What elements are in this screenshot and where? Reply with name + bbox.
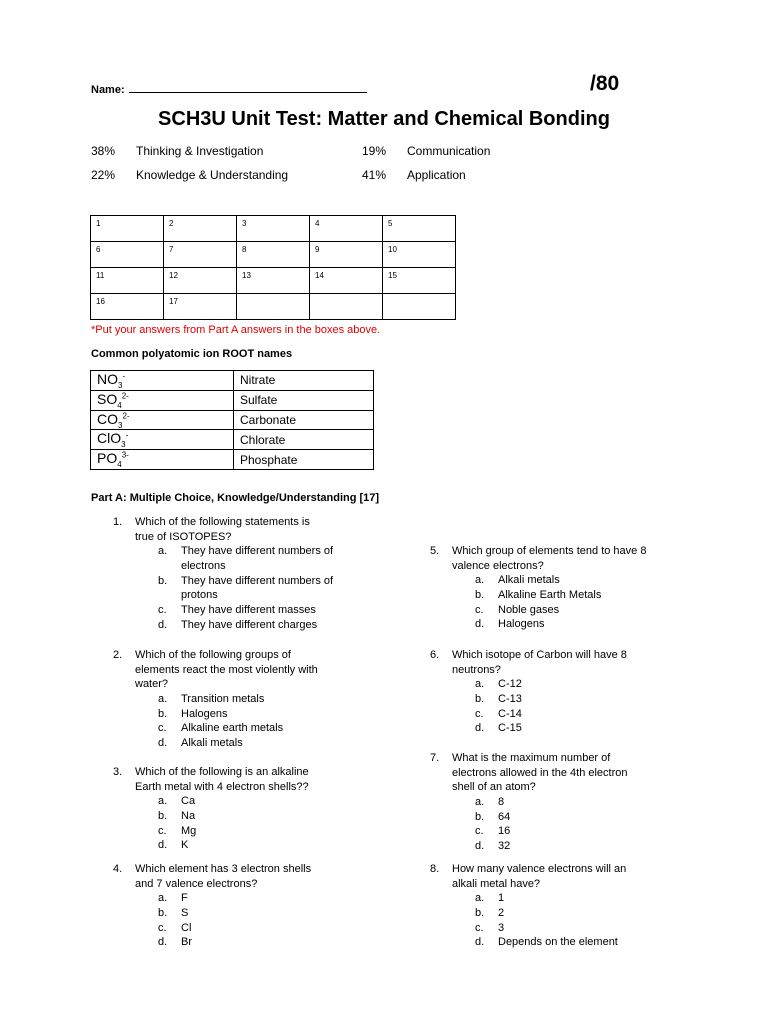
ion-row: [91, 371, 374, 391]
answer-box[interactable]: 13: [237, 268, 310, 294]
option-letter: c.: [158, 722, 167, 735]
option-text: They have different numbers of: [181, 574, 334, 587]
question-stem-line: alkali metal have?: [452, 877, 541, 890]
question-stem: [135, 515, 310, 544]
question-stem-line: How many valence electrons will an: [452, 863, 627, 875]
option-text: 1: [498, 892, 505, 905]
option-letter: b.: [158, 707, 168, 720]
question-stem-line: and 7 valence electrons?: [135, 877, 258, 890]
answer-box[interactable]: 8: [237, 242, 310, 268]
option-text: 32: [498, 840, 511, 853]
weight-category: Knowledge & Understanding: [136, 168, 289, 182]
option-text: They have different charges: [181, 618, 318, 631]
question-stem-line: Earth metal with 4 electron shells??: [135, 780, 309, 793]
ion-formula: $NO_3^-$: [91, 371, 234, 391]
option-text: Noble gases: [498, 603, 560, 616]
option-letter: a.: [158, 693, 168, 706]
answer-box[interactable]: [237, 294, 310, 320]
question-stem-line: Which group of elements tend to have 8: [452, 545, 647, 557]
question-stem: [135, 765, 309, 794]
answer-box[interactable]: 4: [310, 216, 383, 242]
option-text: Na: [181, 810, 196, 823]
option-text: 64: [498, 810, 511, 823]
ion-name: Nitrate: [234, 371, 374, 391]
question-stem-line: Which of the following is an alkaline: [135, 766, 309, 778]
option-text: Alkali metals: [181, 737, 243, 750]
answer-box[interactable]: 9: [310, 242, 383, 268]
option-text: Halogens: [181, 707, 228, 720]
option-letter: c.: [475, 603, 484, 616]
answer-box[interactable]: [310, 294, 383, 320]
question-number: 1.: [113, 516, 123, 528]
option-letter: b.: [475, 907, 485, 920]
question-stem-line: shell of an atom?: [452, 781, 536, 794]
option-letter: c.: [158, 604, 167, 617]
option-text: Alkaline Earth Metals: [498, 589, 602, 602]
option-letter: d.: [475, 722, 485, 735]
option-text: protons: [181, 589, 218, 602]
answer-box[interactable]: 16: [91, 294, 164, 320]
weight-percent: 41%: [362, 168, 387, 182]
option-letter: b.: [158, 574, 168, 587]
question-stem: [452, 862, 626, 891]
answer-box[interactable]: 3: [237, 216, 310, 242]
question-stem-line: elements react the most violently with: [135, 663, 318, 676]
option-letter: a.: [158, 795, 168, 808]
ion-row: [91, 390, 374, 410]
option-letter: a.: [475, 796, 485, 809]
option-text: K: [181, 839, 189, 852]
option-text: 8: [498, 796, 505, 809]
answer-box[interactable]: 10: [383, 242, 456, 268]
ion-row: [91, 410, 374, 430]
option-text: Halogens: [498, 618, 545, 631]
option-letter: a.: [158, 545, 168, 558]
option-letter: a.: [158, 892, 168, 905]
option-letter: c.: [158, 921, 167, 934]
question-number: 2.: [113, 649, 123, 661]
answer-box[interactable]: [383, 294, 456, 320]
answer-box[interactable]: 1: [91, 216, 164, 242]
option-letter: d.: [158, 737, 168, 750]
question-stem: [135, 862, 311, 891]
ion-name: Chlorate: [234, 430, 374, 450]
option-text: They have different masses: [181, 604, 316, 617]
answer-note: *Put your answers from Part A answers in the boxes above.: [91, 324, 381, 336]
answer-box[interactable]: 7: [164, 242, 237, 268]
option-text: S: [181, 907, 189, 920]
option-text: Alkali metals: [498, 574, 560, 587]
option-text: 3: [498, 921, 505, 934]
question-number: 7.: [430, 752, 440, 764]
answer-box[interactable]: 12: [164, 268, 237, 294]
question-stem-line: Which element has 3 electron shells: [135, 863, 312, 875]
question-stem: [135, 648, 318, 692]
name-field: [91, 82, 367, 96]
option-text: Ca: [181, 795, 196, 808]
ion-table-heading: Common polyatomic ion ROOT names: [91, 348, 293, 360]
question-stem-line: Which of the following groups of: [135, 649, 291, 661]
option-text: C-13: [498, 693, 522, 706]
weight-percent: 19%: [362, 144, 387, 158]
ion-name: Carbonate: [234, 410, 374, 430]
question-stem-line: What is the maximum number of: [452, 752, 611, 764]
weight-category: Communication: [407, 144, 491, 158]
option-letter: b.: [158, 810, 168, 823]
option-text: F: [181, 892, 188, 905]
part-a-heading: Part A: Multiple Choice, Knowledge/Understanding [17]: [91, 492, 380, 504]
answer-box[interactable]: 14: [310, 268, 383, 294]
option-letter: c.: [158, 824, 167, 837]
option-letter: d.: [158, 936, 168, 949]
option-text: C-12: [498, 678, 522, 691]
answer-box[interactable]: 15: [383, 268, 456, 294]
question-number: 6.: [430, 649, 440, 661]
answer-grid: [90, 215, 456, 320]
option-text: Cl: [181, 921, 192, 934]
ion-formula: $PO_4^{3-}$: [91, 450, 234, 470]
name-blank-line[interactable]: [129, 82, 367, 93]
ion-formula: ClO$_3$-: [91, 430, 234, 450]
answer-box[interactable]: 17: [164, 294, 237, 320]
ion-row: [91, 430, 374, 450]
answer-box[interactable]: 6: [91, 242, 164, 268]
option-text: electrons: [181, 560, 226, 573]
option-letter: b.: [475, 810, 485, 823]
question-stem-line: Which isotope of Carbon will have 8: [452, 649, 627, 661]
option-text: C-14: [498, 707, 522, 720]
option-text: 16: [498, 825, 511, 838]
option-letter: b.: [475, 589, 485, 602]
option-letter: a.: [475, 574, 485, 587]
option-letter: d.: [158, 618, 168, 631]
option-letter: d.: [475, 618, 485, 631]
question-stem-line: Which of the following statements is: [135, 516, 310, 528]
question-stem-line: water?: [135, 678, 169, 691]
ion-formula: $CO_3^{2-}$: [91, 410, 234, 430]
question-stem: [452, 648, 627, 677]
question-number: 3.: [113, 766, 123, 778]
weight-percent: 38%: [91, 144, 116, 158]
option-letter: d.: [158, 839, 168, 852]
option-letter: c.: [475, 707, 484, 720]
total-marks: /80: [590, 72, 620, 95]
answer-box[interactable]: 2: [164, 216, 237, 242]
option-text: 2: [498, 907, 505, 920]
ion-name: Phosphate: [234, 450, 374, 470]
option-text: Depends on the element: [498, 936, 618, 949]
option-letter: d.: [475, 840, 485, 853]
weight-category: Thinking & Investigation: [136, 144, 264, 158]
option-letter: a.: [475, 678, 485, 691]
question-stem-line: valence electrons?: [452, 559, 544, 572]
question-number: 8.: [430, 863, 440, 875]
question-stem: [452, 544, 646, 573]
option-letter: b.: [475, 693, 485, 706]
question-number: 5.: [430, 545, 440, 557]
page-title: SCH3U Unit Test: Matter and Chemical Bonding: [158, 108, 610, 130]
option-letter: c.: [475, 825, 484, 838]
ion-formula: $SO_4^{2-}$: [91, 390, 234, 410]
option-letter: d.: [475, 936, 485, 949]
question-stem-line: true of ISOTOPES?: [135, 530, 232, 543]
name-label: Name:: [91, 84, 125, 96]
option-letter: a.: [475, 892, 485, 905]
option-letter: c.: [475, 921, 484, 934]
question-stem: [452, 751, 628, 795]
weight-category: Application: [407, 168, 466, 182]
ion-name: Sulfate: [234, 390, 374, 410]
answer-box[interactable]: 11: [91, 268, 164, 294]
option-text: C-15: [498, 722, 522, 735]
option-letter: b.: [158, 907, 168, 920]
question-stem-line: electrons allowed in the 4th electron: [452, 766, 628, 779]
question-number: 4.: [113, 863, 123, 875]
question-stem-line: neutrons?: [452, 663, 501, 676]
option-text: Br: [181, 936, 192, 949]
ion-table: [90, 370, 374, 470]
option-text: Transition metals: [181, 693, 265, 706]
ion-row: [91, 450, 374, 470]
option-text: Alkaline earth metals: [181, 722, 284, 735]
option-text: They have different numbers of: [181, 545, 334, 558]
option-text: Mg: [181, 824, 197, 837]
weight-percent: 22%: [91, 168, 116, 182]
answer-box[interactable]: 5: [383, 216, 456, 242]
